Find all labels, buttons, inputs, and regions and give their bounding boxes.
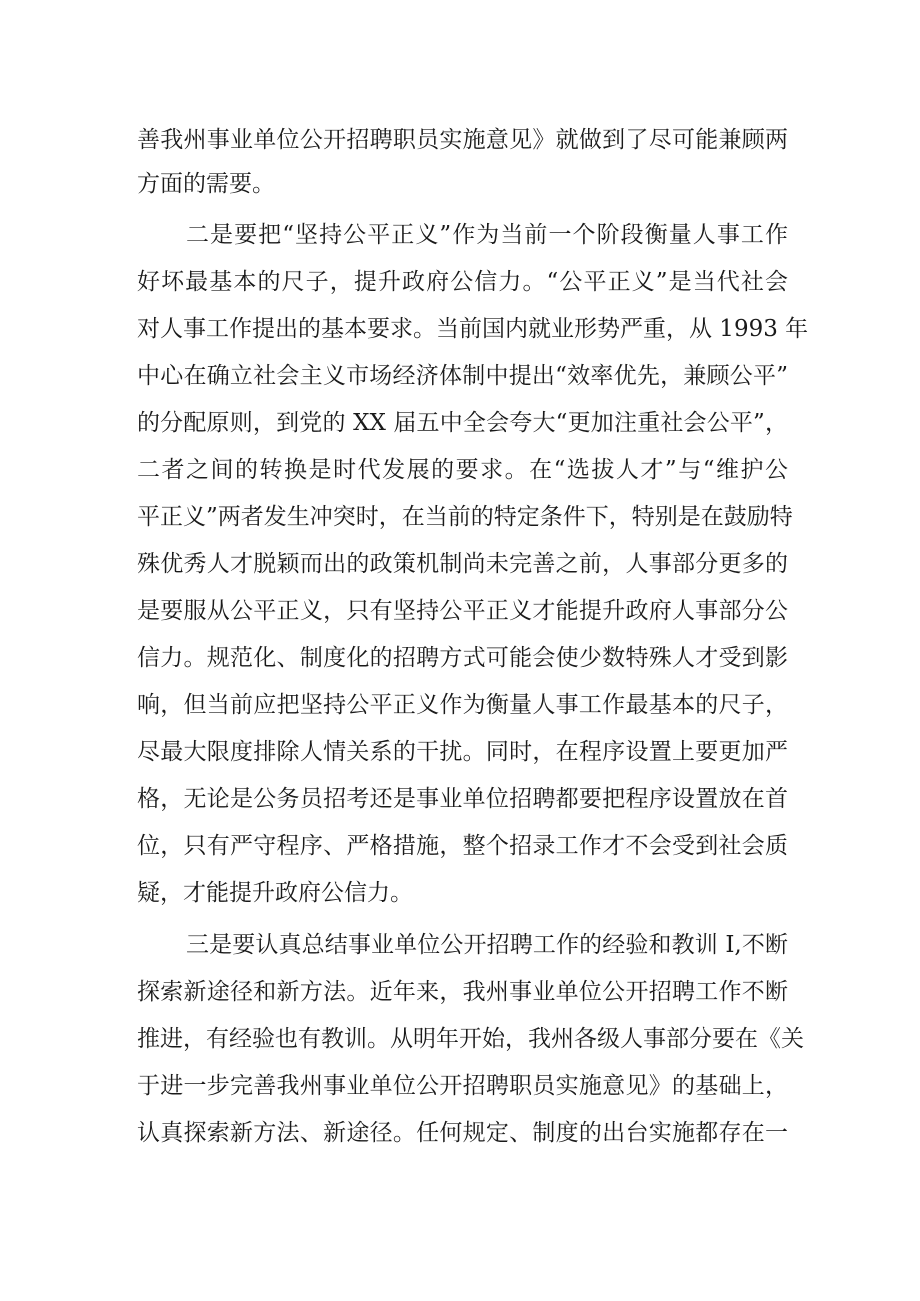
text-line: 推进，有经验也有教训。从明年开始，我州各级人事部分要在《关 bbox=[137, 1026, 804, 1052]
text-line: 尽最大限度排除人情关系的干扰。同时，在程序设置上要更加严 bbox=[137, 739, 788, 765]
text-line: 二者之间的转换是时代发展的要求。在“选拔人才”与“维护公 bbox=[137, 457, 788, 483]
text-line: 好坏最基本的尺子，提升政府公信力。“公平正义”是当代社会 bbox=[137, 269, 788, 295]
text-line: 殊优秀人才脱颖而出的政策机制尚未完善之前，人事部分更多的 bbox=[137, 551, 788, 577]
text-line: 的分配原则，到党的 XX 届五中全会夸大“更加注重社会公平”， bbox=[137, 410, 788, 436]
text-line: 于进一步完善我州事业单位公开招聘职员实施意见》的基础上， bbox=[137, 1073, 788, 1099]
text-line: 方面的需要。 bbox=[137, 171, 275, 197]
text-line: 是要服从公平正义，只有坚持公平正义才能提升政府人事部分公 bbox=[137, 598, 788, 624]
paragraph-start-line: 二是要把“坚持公平正义”作为当前一个阶段衡量人事工作 bbox=[186, 222, 788, 248]
text-line: 位，只有严守程序、严格措施，整个招录工作才不会受到社会质 bbox=[137, 833, 788, 859]
text-line: 疑，才能提升政府公信力。 bbox=[137, 880, 413, 906]
text-line: 中心在确立社会主义市场经济体制中提出“效率优先，兼顾公平” bbox=[137, 363, 788, 389]
text-line: 善我州事业单位公开招聘职员实施意见》就做到了尽可能兼顾两 bbox=[137, 127, 788, 153]
text-line: 格，无论是公务员招考还是事业单位招聘都要把程序设置放在首 bbox=[137, 786, 788, 812]
text-line: 认真探索新方法、新途径。任何规定、制度的出台实施都存在一 bbox=[137, 1120, 788, 1146]
text-line: 信力。规范化、制度化的招聘方式可能会使少数特殊人才受到影 bbox=[137, 645, 788, 671]
text-line: 平正义”两者发生冲突时，在当前的特定条件下，特别是在鼓励特 bbox=[137, 504, 793, 530]
paragraph-start-line: 三是要认真总结事业单位公开招聘工作的经验和教训 I,不断 bbox=[186, 932, 788, 958]
text-line: 探索新途径和新方法。近年来，我州事业单位公开招聘工作不断 bbox=[137, 979, 788, 1005]
text-line: 对人事工作提出的基本要求。当前国内就业形势严重，从 1993 年 bbox=[137, 316, 809, 342]
text-line: 响，但当前应把坚持公平正义作为衡量人事工作最基本的尺子， bbox=[137, 692, 788, 718]
